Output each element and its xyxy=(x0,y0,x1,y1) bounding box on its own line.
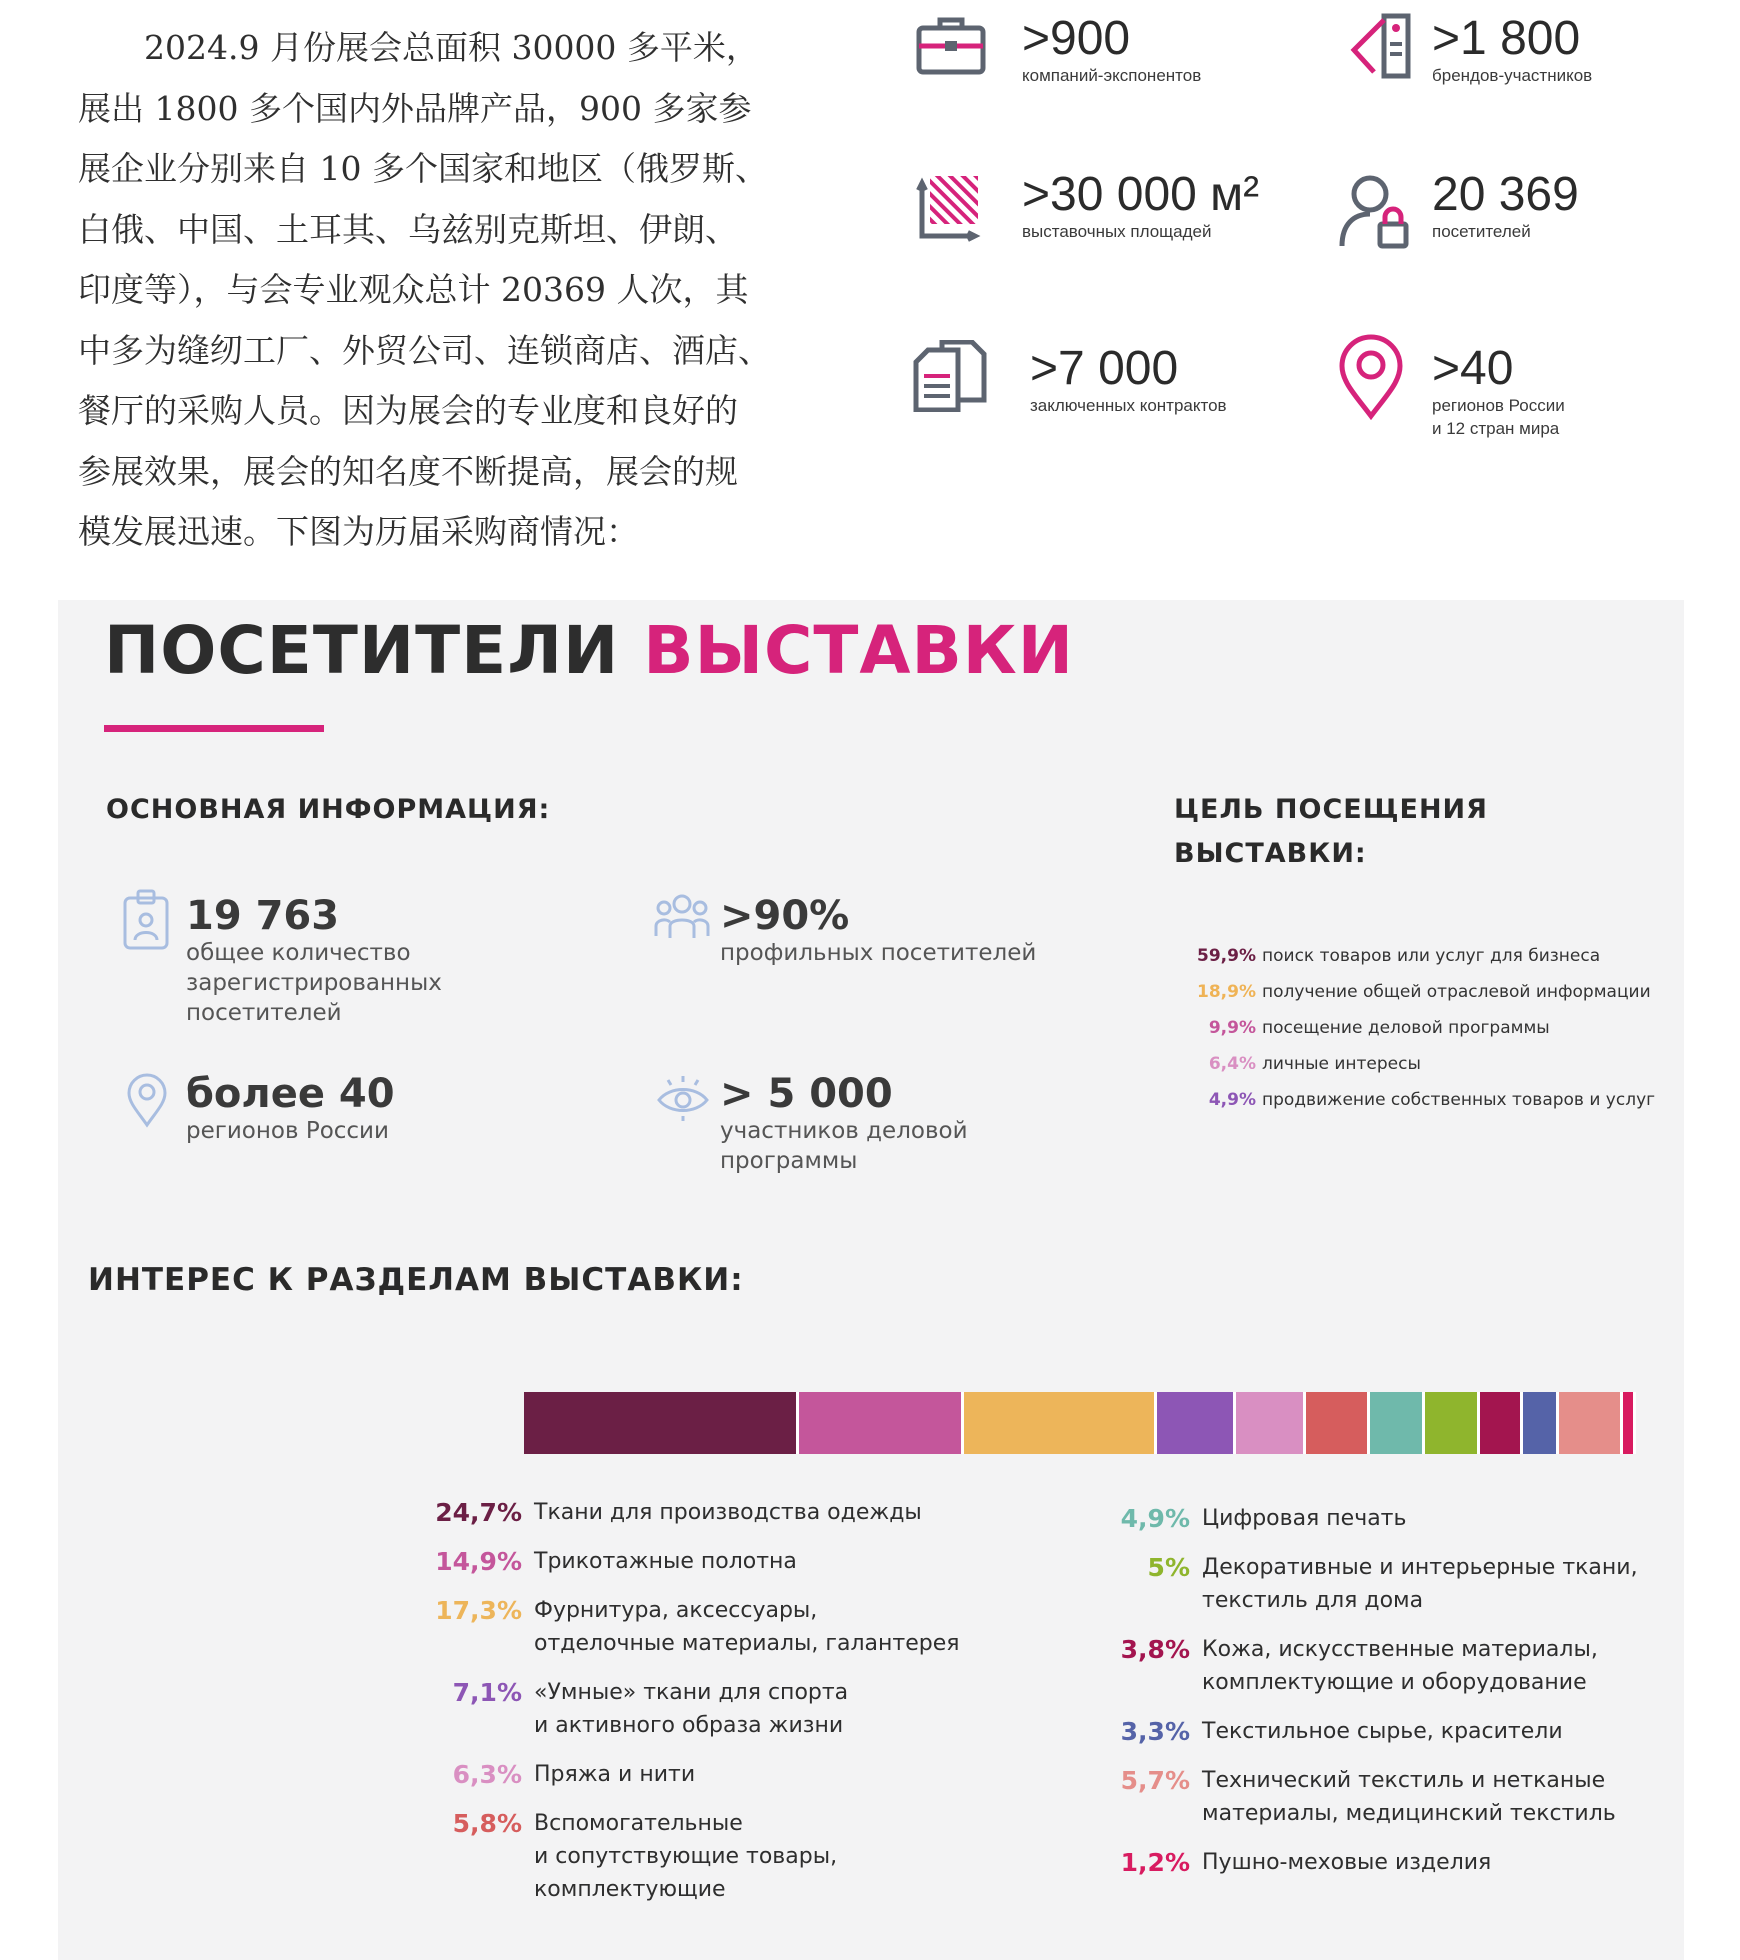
panel-title xyxy=(104,612,1074,689)
panel-title-accent: ВЫСТАВКИ xyxy=(643,612,1074,689)
stat-value: >7 000 xyxy=(1030,342,1179,395)
goal-item xyxy=(1186,1046,1655,1082)
interest-text: Декоративные и интерьерные ткани, xyxy=(1202,1555,1638,1580)
location-icon xyxy=(126,1072,168,1128)
goal-pct: 6,4% xyxy=(1208,1054,1256,1074)
info-registered xyxy=(186,894,442,1028)
interest-text: и активного образа жизни xyxy=(534,1713,844,1738)
interest-text: отделочные материалы, галантерея xyxy=(534,1631,960,1656)
info-business-program xyxy=(720,1072,968,1176)
goal-item xyxy=(1186,1082,1655,1118)
interest-item xyxy=(426,1594,959,1660)
interest-bar-segment xyxy=(1306,1392,1370,1454)
stat-label: посетителей xyxy=(1432,222,1531,241)
intro-line: 印度等），与会专业观众总计 20369 人次，其 xyxy=(78,270,749,309)
interest-pct: 5,7% xyxy=(1120,1766,1190,1795)
stat-label: и 12 стран мира xyxy=(1432,419,1560,438)
interest-pct: 5,8% xyxy=(452,1809,522,1838)
interest-pct: 24,7% xyxy=(435,1498,522,1527)
interest-pct: 14,9% xyxy=(435,1547,522,1576)
goal-pct: 9,9% xyxy=(1208,1018,1256,1038)
interest-bar-segment xyxy=(1480,1392,1522,1454)
interest-bar-segment xyxy=(1425,1392,1481,1454)
stat-label: компаний-экспонентов xyxy=(1022,66,1202,85)
info-value: более 40 xyxy=(186,1071,395,1117)
interest-text: Пряжа и нити xyxy=(534,1762,696,1787)
documents-icon xyxy=(912,340,988,412)
interest-item xyxy=(426,1496,959,1529)
basic-info-heading: ОСНОВНАЯ ИНФОРМАЦИЯ: xyxy=(106,794,551,825)
interest-pct: 3,3% xyxy=(1120,1717,1190,1746)
interest-item xyxy=(1094,1633,1638,1699)
goal-heading-line: ЦЕЛЬ ПОСЕЩЕНИЯ xyxy=(1174,794,1488,825)
intro-line: 模发展迅速。下图为历届采购商情况： xyxy=(78,512,639,551)
stat-label: брендов-участников xyxy=(1432,66,1593,85)
goal-text: получение общей отраслевой информации xyxy=(1262,982,1651,1002)
interest-text: комплектующие xyxy=(534,1877,726,1902)
stat-value: 20 369 xyxy=(1432,168,1579,221)
intro-line: 2024.9 月份展会总面积 30000 多平米， xyxy=(144,28,759,67)
interest-text: Трикотажные полотна xyxy=(534,1549,797,1574)
interest-list-left xyxy=(426,1496,959,1906)
interest-text: и сопутствующие товары, xyxy=(534,1844,838,1869)
interest-text: Цифровая печать xyxy=(1202,1506,1407,1531)
interest-text: «Умные» ткани для спорта xyxy=(534,1680,849,1705)
info-label: программы xyxy=(720,1148,858,1174)
info-label: посетителей xyxy=(186,1000,342,1026)
interest-bar-segment xyxy=(799,1392,965,1454)
stat-label: выставочных площадей xyxy=(1022,222,1212,241)
area-hatch-icon xyxy=(916,170,986,244)
stat-contracts xyxy=(1030,344,1227,417)
interest-stacked-bar xyxy=(524,1392,1636,1454)
interest-pct: 17,3% xyxy=(435,1596,522,1625)
briefcase-icon xyxy=(916,14,986,76)
info-label: общее количество xyxy=(186,940,411,966)
intro-line: 展企业分别来自 10 多个国家和地区（俄罗斯、 xyxy=(78,149,768,188)
eye-icon xyxy=(656,1074,710,1122)
intro-line: 白俄、中国、土耳其、乌兹别克斯坦、伊朗、 xyxy=(78,209,738,249)
interest-pct: 6,3% xyxy=(452,1760,522,1789)
goal-pct: 59,9% xyxy=(1197,946,1256,966)
goal-item xyxy=(1186,1010,1655,1046)
interest-bar-segment xyxy=(1236,1392,1306,1454)
goal-heading xyxy=(1174,788,1488,876)
info-profile xyxy=(720,894,1036,968)
interest-bar-segment xyxy=(1623,1392,1636,1454)
goal-pct: 18,9% xyxy=(1197,982,1256,1002)
interest-text: Технический текстиль и нетканые xyxy=(1202,1768,1606,1793)
interest-bar-segment xyxy=(1157,1392,1236,1454)
stat-label: регионов России xyxy=(1432,396,1565,415)
interest-text: Кожа, искусственные материалы, xyxy=(1202,1637,1598,1662)
interest-text: Ткани для производства одежды xyxy=(534,1500,922,1525)
interest-pct: 1,2% xyxy=(1120,1848,1190,1877)
interest-bar-segment xyxy=(1559,1392,1622,1454)
interest-item xyxy=(1094,1846,1638,1879)
badge-icon xyxy=(122,888,170,952)
goal-list xyxy=(1186,938,1655,1118)
intro-line: 展出 1800 多个国内外品牌产品，900 多家参 xyxy=(78,88,752,128)
stat-brands xyxy=(1432,14,1592,87)
title-underline xyxy=(104,725,324,732)
interest-text: Текстильное сырье, красители xyxy=(1202,1719,1563,1744)
interest-item xyxy=(1094,1764,1638,1830)
panel-title-dark: ПОСЕТИТЕЛИ xyxy=(104,612,620,689)
goal-text: поиск товаров или услуг для бизнеса xyxy=(1262,946,1601,966)
interest-item xyxy=(1094,1551,1638,1617)
interest-item xyxy=(426,1676,959,1742)
interest-pct: 5% xyxy=(1147,1553,1190,1582)
interest-bar-segment xyxy=(1523,1392,1560,1454)
interest-bar-segment xyxy=(1370,1392,1424,1454)
stat-value: >30 000 м² xyxy=(1022,168,1260,221)
stat-exhibitors xyxy=(1022,14,1201,87)
goal-item xyxy=(1186,938,1655,974)
intro-line: 中多为缝纫工厂、外贸公司、连锁商店、酒店、 xyxy=(78,330,771,370)
interest-bar-segment xyxy=(964,1392,1156,1454)
interest-pct: 4,9% xyxy=(1120,1504,1190,1533)
info-label: участников деловой xyxy=(720,1118,968,1144)
info-value: >90% xyxy=(720,893,850,939)
stat-label: заключенных контрактов xyxy=(1030,396,1227,415)
interest-item xyxy=(1094,1502,1638,1535)
intro-line: 参展效果，展会的知名度不断提高，展会的规 xyxy=(78,451,738,491)
info-label: профильных посетителей xyxy=(720,940,1037,966)
goal-pct: 4,9% xyxy=(1208,1090,1256,1110)
interest-pct: 3,8% xyxy=(1120,1635,1190,1664)
location-pin-icon xyxy=(1336,334,1406,420)
price-tag-icon xyxy=(1344,10,1418,82)
stat-visitors xyxy=(1432,170,1579,243)
goal-text: продвижение собственных товаров и услуг xyxy=(1262,1090,1656,1110)
goal-item xyxy=(1186,974,1655,1010)
interest-bar-segment xyxy=(524,1392,799,1454)
interest-item xyxy=(1094,1715,1638,1748)
interest-text: текстиль для дома xyxy=(1202,1588,1424,1613)
info-value: 19 763 xyxy=(186,893,340,939)
interest-item xyxy=(426,1758,959,1791)
stat-value: >1 800 xyxy=(1432,12,1581,65)
stat-area xyxy=(1022,170,1259,243)
interest-heading: ИНТЕРЕС К РАЗДЕЛАМ ВЫСТАВКИ: xyxy=(88,1262,744,1298)
goal-text: посещение деловой программы xyxy=(1262,1018,1550,1038)
goal-text: личные интересы xyxy=(1262,1054,1421,1074)
info-value: > 5 000 xyxy=(720,1071,893,1117)
interest-list-right xyxy=(1094,1502,1638,1879)
group-icon xyxy=(654,892,710,940)
interest-text: Фурнитура, аксессуары, xyxy=(534,1598,818,1623)
info-regions xyxy=(186,1072,395,1146)
stat-value: >900 xyxy=(1022,12,1131,65)
intro-line: 餐厅的采购人员。因为展会的专业度和良好的 xyxy=(78,391,738,430)
interest-pct: 7,1% xyxy=(452,1678,522,1707)
interest-item xyxy=(426,1545,959,1578)
interest-text: комплектующие и оборудование xyxy=(1202,1670,1587,1695)
stat-regions xyxy=(1432,344,1565,440)
visitor-lock-icon xyxy=(1334,170,1414,250)
info-label: зарегистрированных xyxy=(186,970,442,996)
interest-text: Вспомогательные xyxy=(534,1811,743,1836)
info-label: регионов России xyxy=(186,1118,389,1144)
goal-heading-line: ВЫСТАВКИ: xyxy=(1174,838,1367,869)
intro-paragraph xyxy=(78,18,778,563)
interest-text: материалы, медицинский текстиль xyxy=(1202,1801,1616,1826)
stat-value: >40 xyxy=(1432,342,1514,395)
interest-item xyxy=(426,1807,959,1906)
interest-text: Пушно-меховые изделия xyxy=(1202,1850,1492,1875)
